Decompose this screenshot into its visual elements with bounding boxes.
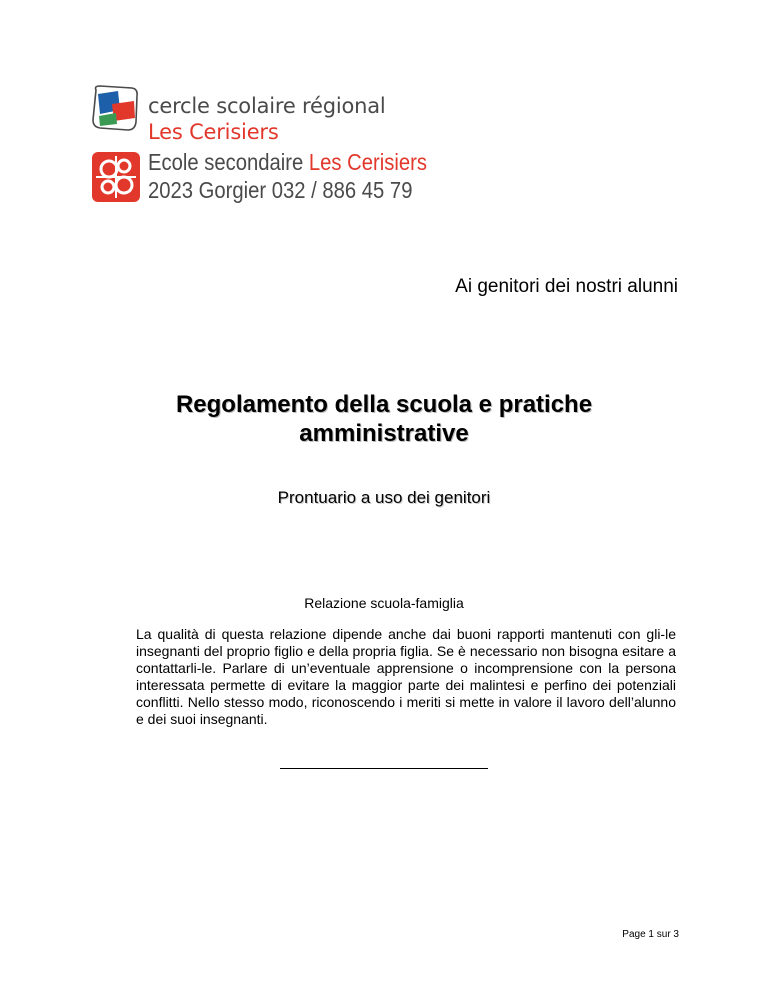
les-cerisiers-logo-icon [92, 152, 140, 202]
school-logo [90, 84, 440, 208]
recipient-line: Ai genitori dei nostri alunni [455, 276, 678, 297]
title-line-1: Regolamento della scuola e pratiche [175, 391, 593, 418]
logo-text-cercle-scolaire: cercle scolaire régional [148, 94, 386, 118]
logo-text-les-cerisiers: Les Cerisiers [148, 120, 279, 144]
page-number: Page 1 sur 3 [622, 929, 679, 940]
logo-text-ecole-prefix: Ecole secondaire [148, 149, 304, 175]
section-heading: Relazione scuola-famiglia [304, 595, 464, 611]
section-divider [280, 768, 488, 769]
logo-text-ecole-accent: Les Cerisiers [308, 149, 428, 175]
cercle-scolaire-logo-icon [90, 84, 142, 132]
section-paragraph: La qualità di questa relazione dipende anche dai buoni rapporti mantenuti con gli-le insegnanti del proprio figlio e della propria figlia. Se è necessario non bisogna esitare a contattarli-le. Parlare di un’eventuale apprensione o incomprensione con la persona interessata permette di evitare la maggior parte dei malintesi e perfino dei potenziali conflitti. Nello stesso modo, riconoscendo i meriti si mette in valore il lavoro dell’alunno e dei suoi insegnanti. [136, 626, 676, 727]
title-line-2: amministrative [299, 420, 469, 447]
document-title [0, 390, 768, 448]
document-subtitle: Prontuario a uso dei genitori [277, 488, 491, 507]
logo-text-ecole-secondaire [148, 151, 427, 174]
logo-text-address-phone: 2023 Gorgier 032 / 886 45 79 [148, 177, 413, 203]
